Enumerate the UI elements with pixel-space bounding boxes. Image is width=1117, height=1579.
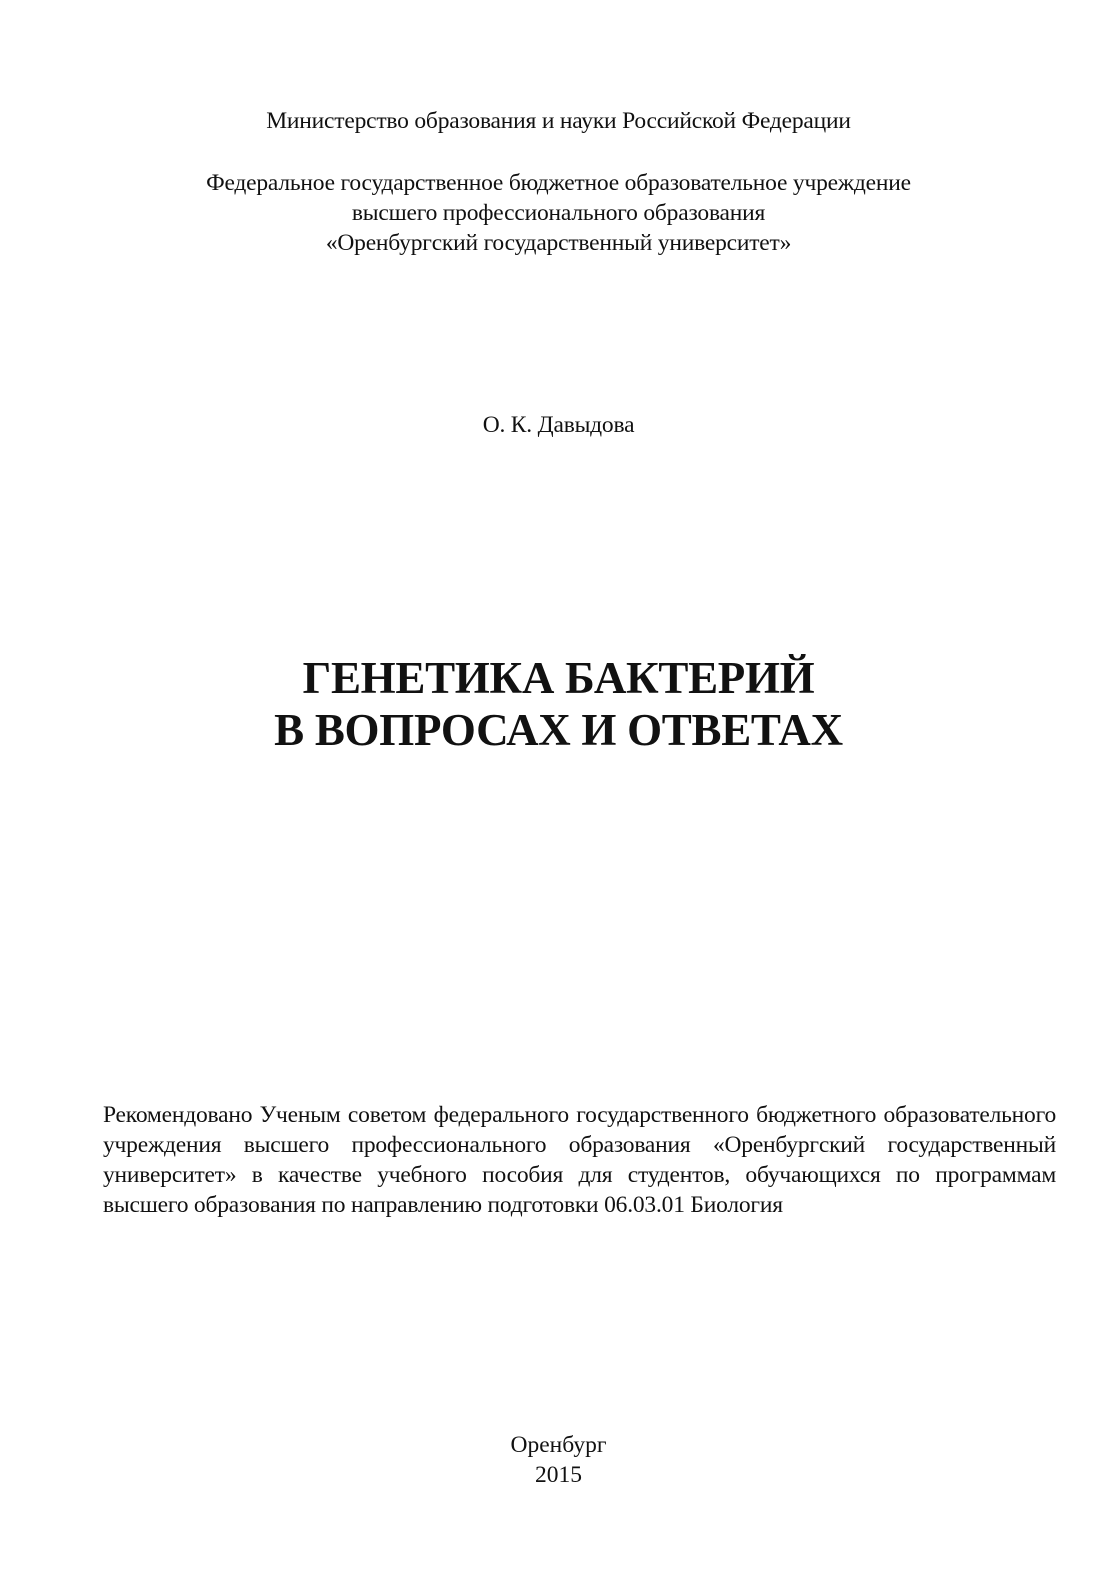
imprint	[0, 1430, 1117, 1490]
institution-line-2: высшего профессионального образования	[351, 200, 766, 226]
recommendation-text: Рекомендовано Ученым советом федерального государственного бюджетного образовательного учреждения высшего профессионального образования «Оренбургский государственный университет» в качестве учебного пособия для студентов, обучающихся по программам высшего образования по направлению подготовки 06.03.01 Биология	[103, 1102, 1056, 1218]
city: Оренбург	[510, 1432, 607, 1458]
book-title-line-2: В ВОПРОСАХ И ОТВЕТАХ	[274, 705, 843, 755]
institution-line-3: «Оренбургский государственный университет»	[325, 230, 792, 256]
institution-block	[0, 168, 1117, 258]
book-title-line-1: ГЕНЕТИКА БАКТЕРИЙ	[302, 653, 815, 703]
institution-line-1: Федеральное государственное бюджетное образовательное учреждение	[206, 170, 911, 196]
ministry-line: Министерство образования и науки Российской Федерации	[266, 108, 851, 134]
author-name: О. К. Давыдова	[482, 412, 635, 438]
book-title	[0, 652, 1117, 756]
year: 2015	[535, 1462, 582, 1488]
